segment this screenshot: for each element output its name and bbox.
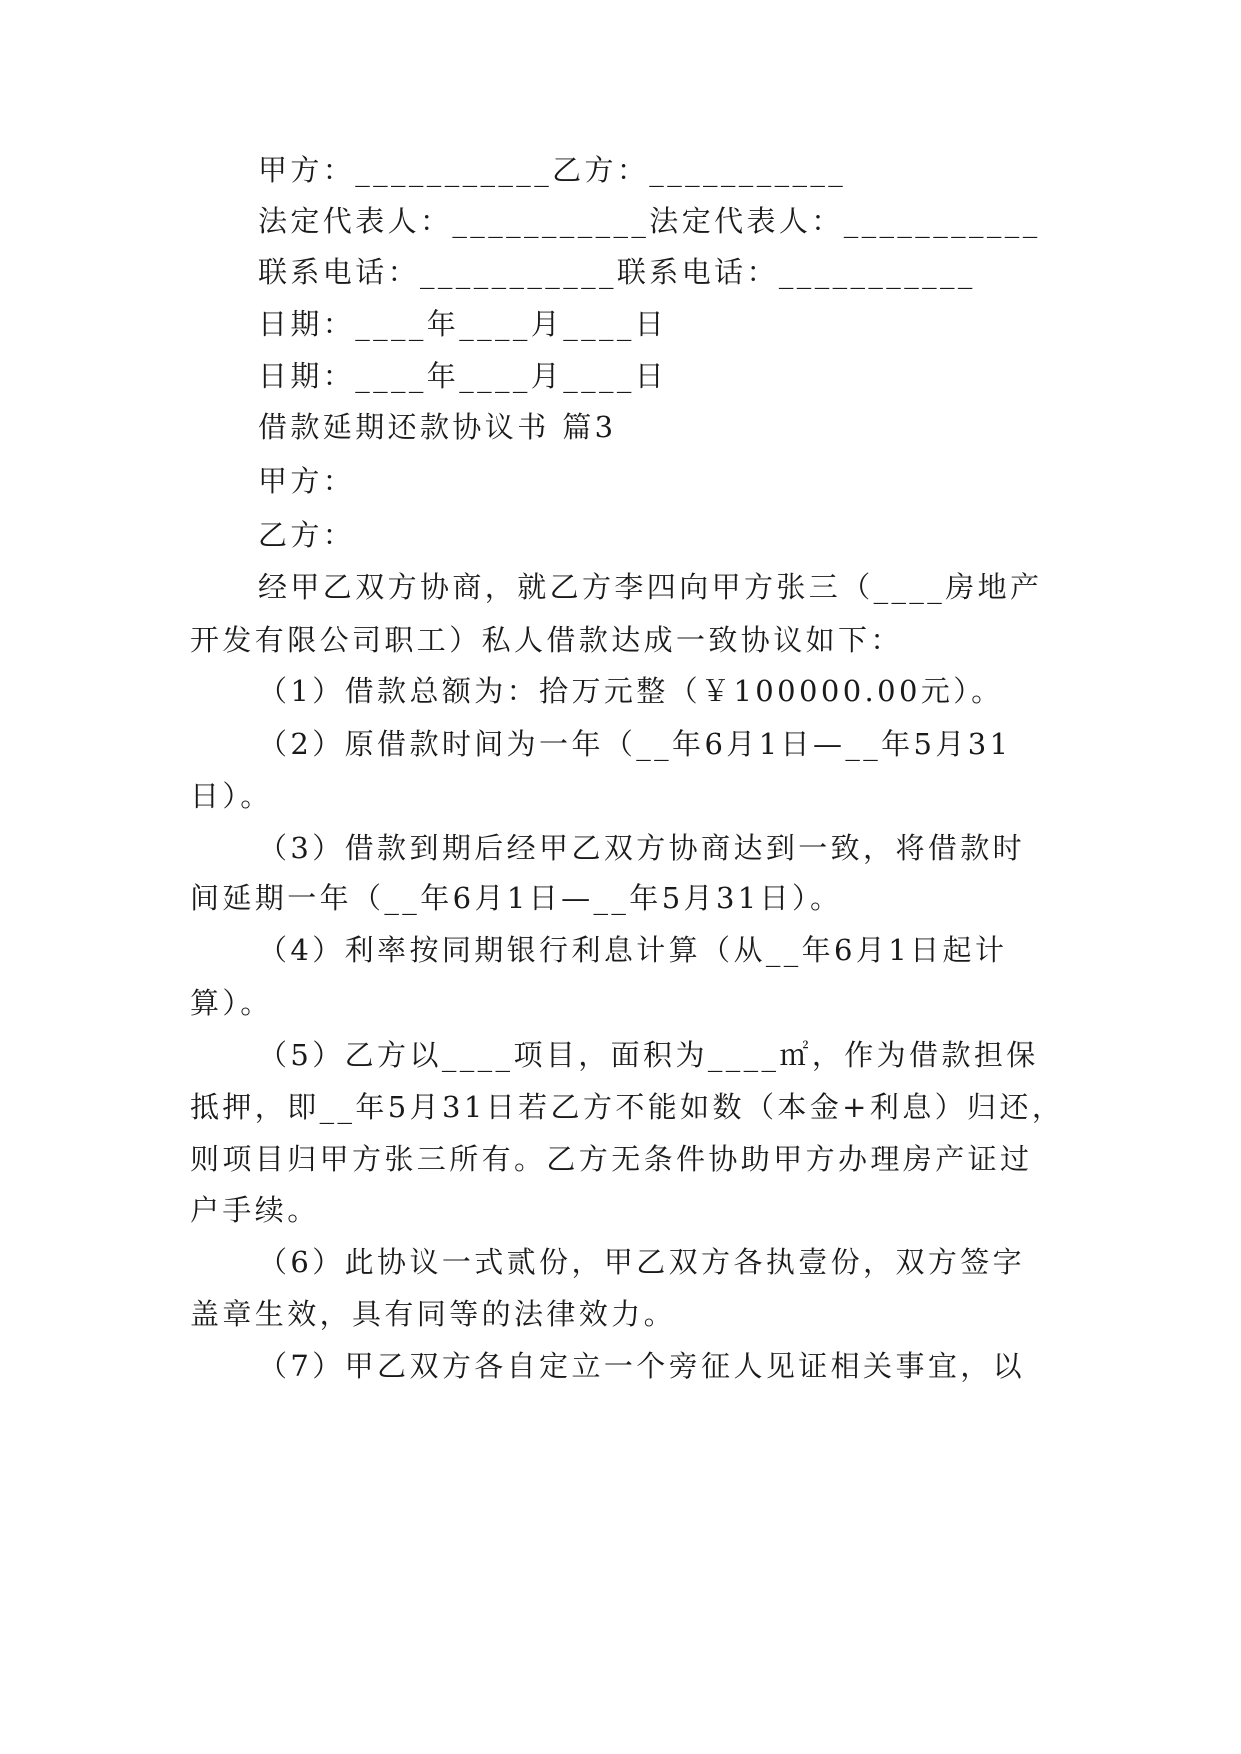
paragraph-line: 经甲乙双方协商，就乙方李四向甲方张三（____房地产 xyxy=(258,570,1043,604)
clause-3: （3）借款到期后经甲乙双方协商达到一致，将借款时 xyxy=(258,831,1026,865)
legal-representative-line: 法定代表人：___________法定代表人：___________ xyxy=(258,204,1041,238)
paragraph-line: 开发有限公司职工）私人借款达成一致协议如下： xyxy=(190,623,903,657)
clause-5-continued: 户手续。 xyxy=(190,1193,320,1227)
clause-1: （1）借款总额为：拾万元整（￥100000.00元）。 xyxy=(258,674,1004,708)
clause-6: （6）此协议一式贰份，甲乙双方各执壹份，双方签字 xyxy=(258,1245,1026,1279)
contact-phone-line: 联系电话：___________联系电话：___________ xyxy=(258,255,976,289)
clause-5-continued: 则项目归甲方张三所有。乙方无条件协助甲方办理房产证过 xyxy=(190,1142,1033,1176)
clause-6-continued: 盖章生效，具有同等的法律效力。 xyxy=(190,1297,677,1331)
date-line: 日期：____年____月____日 xyxy=(258,359,668,393)
clause-5-continued: 抵押，即__年5月31日若乙方不能如数（本金+利息）归还， xyxy=(190,1090,1065,1124)
clause-5: （5）乙方以____项目，面积为____㎡，作为借款担保 xyxy=(258,1038,1039,1072)
clause-7: （7）甲乙双方各自定立一个旁征人见证相关事宜，以 xyxy=(258,1349,1026,1383)
party-names-line: 甲方：___________乙方：___________ xyxy=(258,153,847,187)
date-line: 日期：____年____月____日 xyxy=(258,307,668,341)
party-a-label: 甲方： xyxy=(258,464,356,498)
clause-4-continued: 算）。 xyxy=(190,986,273,1020)
clause-2-continued: 日）。 xyxy=(190,779,273,813)
clause-3-continued: 间延期一年（__年6月1日—__年5月31日）。 xyxy=(190,881,843,915)
party-b-label: 乙方： xyxy=(258,518,356,552)
section-title: 借款延期还款协议书 篇3 xyxy=(258,410,617,444)
clause-4: （4）利率按同期银行利息计算（从__年6月1日起计 xyxy=(258,933,1008,967)
clause-2: （2）原借款时间为一年（__年6月1日—__年5月31 xyxy=(258,727,1012,761)
